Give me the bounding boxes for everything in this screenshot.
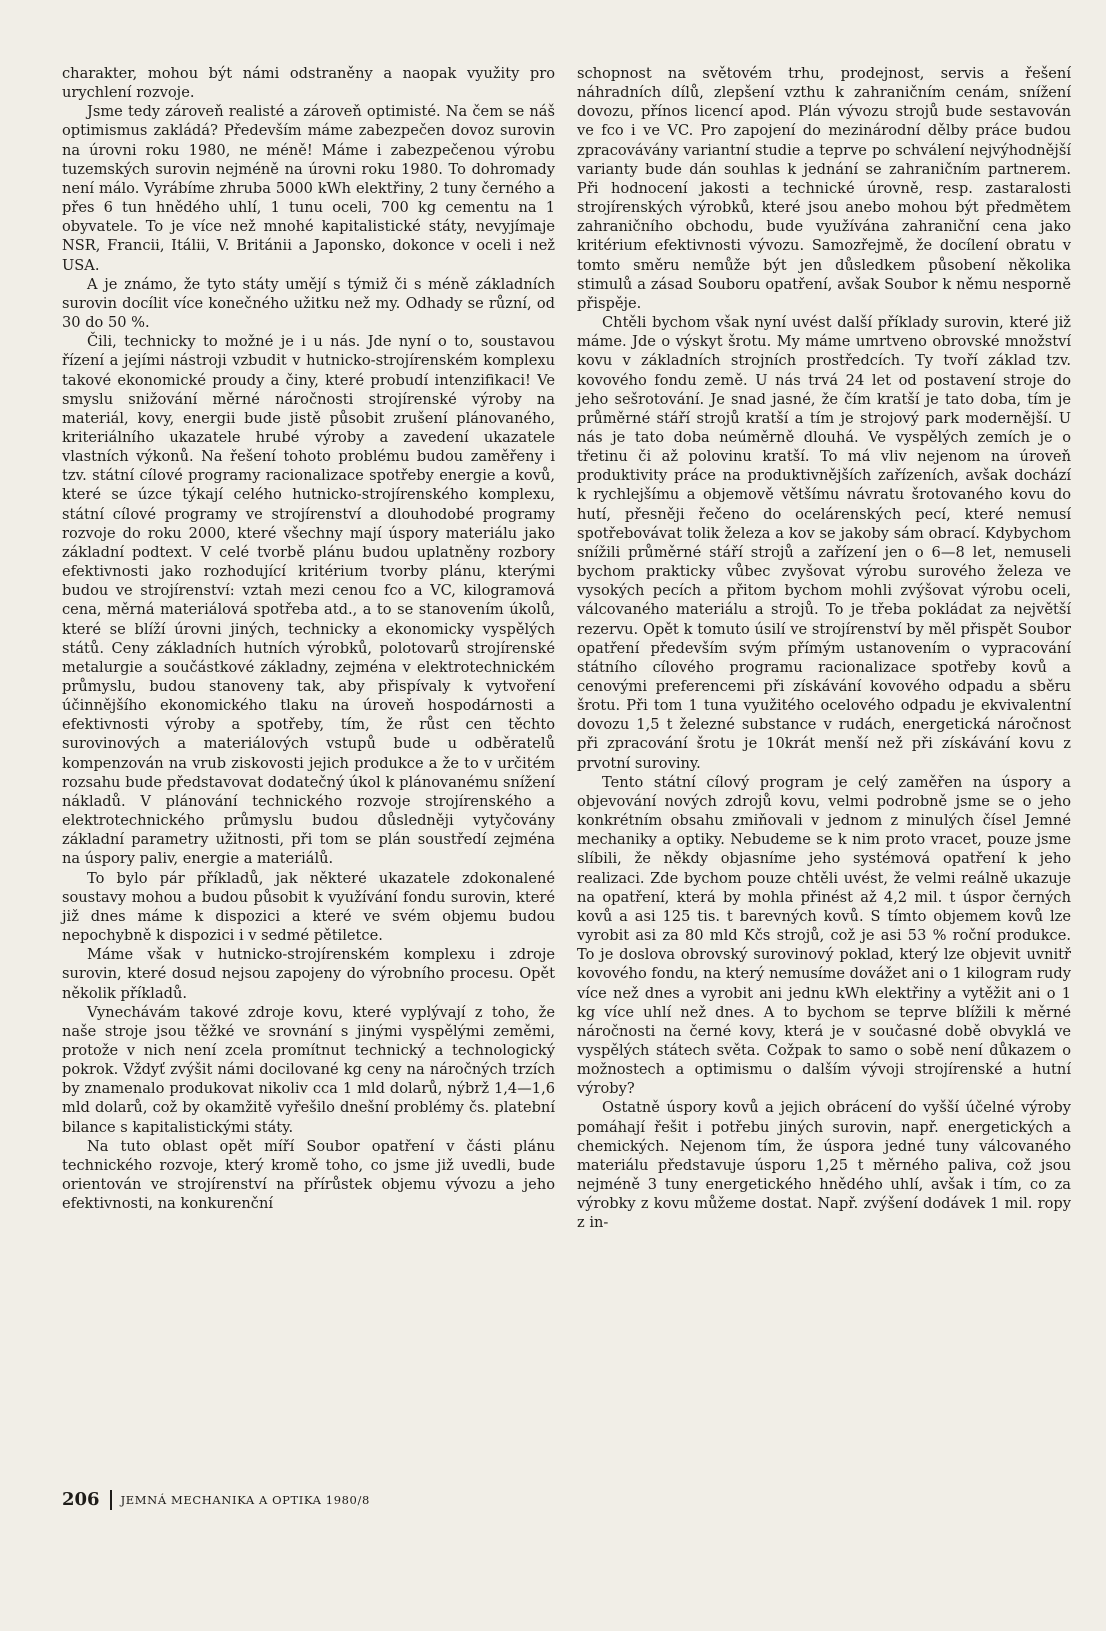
journal-name: JEMNÁ MECHANIKA A OPTIKA 1980/8 (120, 1492, 370, 1507)
footer-divider (110, 1490, 112, 1510)
page-number: 206 (62, 1489, 100, 1510)
right-text-column (577, 64, 1071, 1233)
paragraph: Tento státní cílový program je celý zaměřen na úspory a objevování nových zdrojů kovu, velmi podrobně jsme se o jeho konkrétním obsahu zmiňovali v jednom z minulých čísel Jemné mechaniky a optiky. Nebudeme se k nim proto vracet, pouze jsme slíbili, že někdy objasníme jeho systémová opatření k jeho realizaci. Zde bychom pouze chtěli uvést, že velmi reálně ukazuje na opatření, která by mohla přinést až 4,2 mil. t úspor černých kovů a asi 125 tis. t barevných kovů. S tímto objemem kovů lze vyrobit asi za 80 mld Kčs strojů, což je asi 53 % roční produkce. To je doslova obrovský surovinový poklad, který lze objevit uvnitř kovového fondu, na který nemusíme dovážet ani o 1 kilogram rudy více než dnes a vyrobit ani jednu kWh elektřiny a vytěžit ani o 1 kg více uhlí než dnes. A to bychom se teprve blížili k měrné náročnosti na černé kovy, která je v současné době obvyklá ve vyspělých státech světa. Cožpak to samo o sobě není důkazem o možnostech a optimismu o dalším vývoji strojírenské a hutní výroby? (577, 773, 1071, 1098)
paragraph: Jsme tedy zároveň realisté a zároveň optimisté. Na čem se náš optimismus zakládá? Především máme zabezpečen dovoz surovin na úrovni roku 1980, ne méně! Máme i zabezpečenou výrobu tuzemských surovin nejméně na úrovni roku 1980. To dohromady není málo. Vyrábíme zhruba 5000 kWh elektřiny, 2 tuny černého a přes 6 tun hnědého uhlí, 1 tunu oceli, 700 kg cementu na 1 obyvatele. To je více než mnohé kapitalistické státy, nevyjímaje NSR, Francii, Itálii, V. Británii a Japonsko, dokonce v oceli i než USA. (62, 103, 555, 274)
paragraph: Vynechávám takové zdroje kovu, které vyplývají z toho, že naše stroje jsou těžké ve srovnání s jinými vyspělými zeměmi, protože v nich není zcela promítnut technický a technologický pokrok. Vždyť zvýšit námi docilované kg ceny na náročných trzích by znamenalo produkovat nikoliv cca 1 mld dolarů, nýbrž 1,4—1,6 mld dolarů, což by okamžitě vyřešilo dnešní problémy čs. platební bilance s kapitalistickými státy. (62, 1003, 555, 1136)
paragraph: Na tuto oblast opět míří Soubor opatření v části plánu technického rozvoje, který kromě toho, co jsme již uvedli, bude orientován ve strojírenství na přírůstek objemu vývozu a jeho efektivnosti, na konkurenční (62, 1137, 555, 1213)
paragraph: Čili, technicky to možné je i u nás. Jde nyní o to, soustavou řízení a jejími nástroji vzbudit v hutnicko-strojírenském komplexu takové ekonomické proudy a činy, které probudí intenzifikaci! Ve smyslu snižování měrné náročnosti strojírenské výroby na materiál, kovy, energii bude jistě působit zrušení plánovaného, kriteriálního ukazatele hrubé výroby a zavedení ukazatele vlastních výkonů. Na řešení tohoto problému budou zaměřeny i tzv. státní cílové programy racionalizace spotřeby energie a kovů, které se úzce týkají celého hutnicko-strojírenského komplexu, státní cílové programy ve strojírenství a dlouhodobé programy rozvoje do roku 2000, které všechny mají úspory materiálu jako základní podtext. V celé tvorbě plánu budou uplatněny rozbory efektivnosti jako rozhodující kritérium tvorby plánu, kterými budou ve strojírenství: vztah mezi cenou fco a VC, kilogramová cena, měrná materiálová spotřeba atd., a to se stanovením úkolů, které se blíží úrovni jiných, technicky a ekonomicky vyspělých států. Ceny základních hutních výrobků, polotovarů strojírenské metalurgie a součástkové základny, zejména v elektrotechnickém průmyslu, budou stanoveny tak, aby přispívaly k vytvoření účinnějšího ekonomického tlaku na úroveň hospodárnosti a efektivnosti výroby a spotřeby, tím, že růst cen těchto surovinových a materiálových vstupů bude u odběratelů kompenzován na vrub ziskovosti jejich produkce a že to v určitém rozsahu bude představovat dodatečný úkol k plánovanému snížení nákladů. V plánování technického rozvoje strojírenského a elektrotechnického průmyslu budou důsledněji vytyčovány základní parametry užitnosti, při tom se plán soustředí zejména na úspory paliv, energie a materiálů. (62, 333, 555, 868)
paragraph-continued: charakter, mohou být námi odstraněny a naopak využity pro urychlení rozvoje. (62, 65, 555, 102)
paragraph: Máme však v hutnicko-strojírenském komplexu i zdroje surovin, které dosud nejsou zapojeny do výrobního procesu. Opět několik příkladů. (62, 946, 555, 1002)
paragraph: To bylo pár příkladů, jak některé ukazatele zdokonalené soustavy mohou a budou působit k využívání fondu surovin, které již dnes máme k dispozici a které ve svém objemu budou nepochybně k dispozici i v sedmé pětiletce. (62, 869, 555, 945)
paragraph: Chtěli bychom však nyní uvést další příklady surovin, které již máme. Jde o výskyt šrotu. My máme umrtveno obrovské množství kovu v základních strojních prostředcích. Ty tvoří základ tzv. kovového fondu země. U nás trvá 24 let od postavení stroje do jeho sešrotování. Je snad jasné, že čím kratší je tato doba, tím je průměrné stáří strojů kratší a tím je strojový park modernější. U nás je tato doba neúměrně dlouhá. Ve vyspělých zemích je o třetinu či až polovinu kratší. To má vliv nejenom na úroveň produktivity práce na produktivnějších zařízeních, avšak dochází k rychlejšímu a objemově většímu návratu šrotovaného kovu do hutí, přesněji řečeno do ocelárenských pecí, které nemusí spotřebovávat tolik železa a kov se jakoby sám obrací. Kdybychom snížili průměrné stáří strojů a zařízení jen o 6—8 let, nemuseli bychom prakticky vůbec zvyšovat výrobu surového železa ve vysokých pecích a přitom bychom mohli zvýšovat výrobu oceli, válcovaného materiálu a strojů. To je třeba pokládat za největší rezervu. Opět k tomuto úsilí ve strojírenství by měl přispět Soubor opatření především svým přímým ustanovením o vypracování státního cílového programu racionalizace spotřeby kovů a cenovými preferencemi při získávání kovového odpadu a sběru šrotu. Při tom 1 tuna využitého ocelového odpadu je ekvivalentní dovozu 1,5 t železné substance v rudách, energetická náročnost při zpracování šrotu je 10krát menší než při získávání kovu z prvotní suroviny. (577, 314, 1071, 772)
left-text-column (62, 64, 555, 1213)
paragraph: Ostatně úspory kovů a jejich obrácení do vyšší účelné výroby pomáhají řešit i potřebu jiných surovin, např. energetických a chemických. Nejenom tím, že úspora jedné tuny válcovaného materiálu představuje úsporu 1,25 t měrného paliva, což jsou nejméně 3 tuny energetického hnědého uhlí, avšak i tím, co za výrobky z kovu můžeme dostat. Např. zvýšení dodávek 1 mil. ropy z in- (577, 1099, 1071, 1232)
paragraph-continued: schopnost na světovém trhu, prodejnost, servis a řešení náhradních dílů, zlepšení vzthu k zahraničním cenám, snížení dovozu, přínos licencí apod. Plán vývozu strojů bude sestavován ve fco i ve VC. Pro zapojení do mezinárodní dělby práce budou zpracovávány variantní studie a teprve po schválení nejvýhodnější varianty bude dán souhlas k jednání se zahraničním partnerem. Při hodnocení jakosti a technické úrovně, resp. zastaralosti strojírenských výrobků, které jsou anebo mohou být předmětem zahraničního obchodu, bude využívána zahraniční cena jako kritérium efektivnosti vývozu. Samozřejmě, že docílení obratu v tomto směru nemůže být jen důsledkem působení několika stimulů a zásad Souboru opatření, avšak Soubor k němu nesporně přispěje. (577, 65, 1071, 312)
page-footer (62, 1489, 370, 1510)
paragraph: A je známo, že tyto státy umějí s týmiž či s méně základních surovin docílit více konečného užitku než my. Odhady se různí, od 30 do 50 %. (62, 275, 555, 332)
